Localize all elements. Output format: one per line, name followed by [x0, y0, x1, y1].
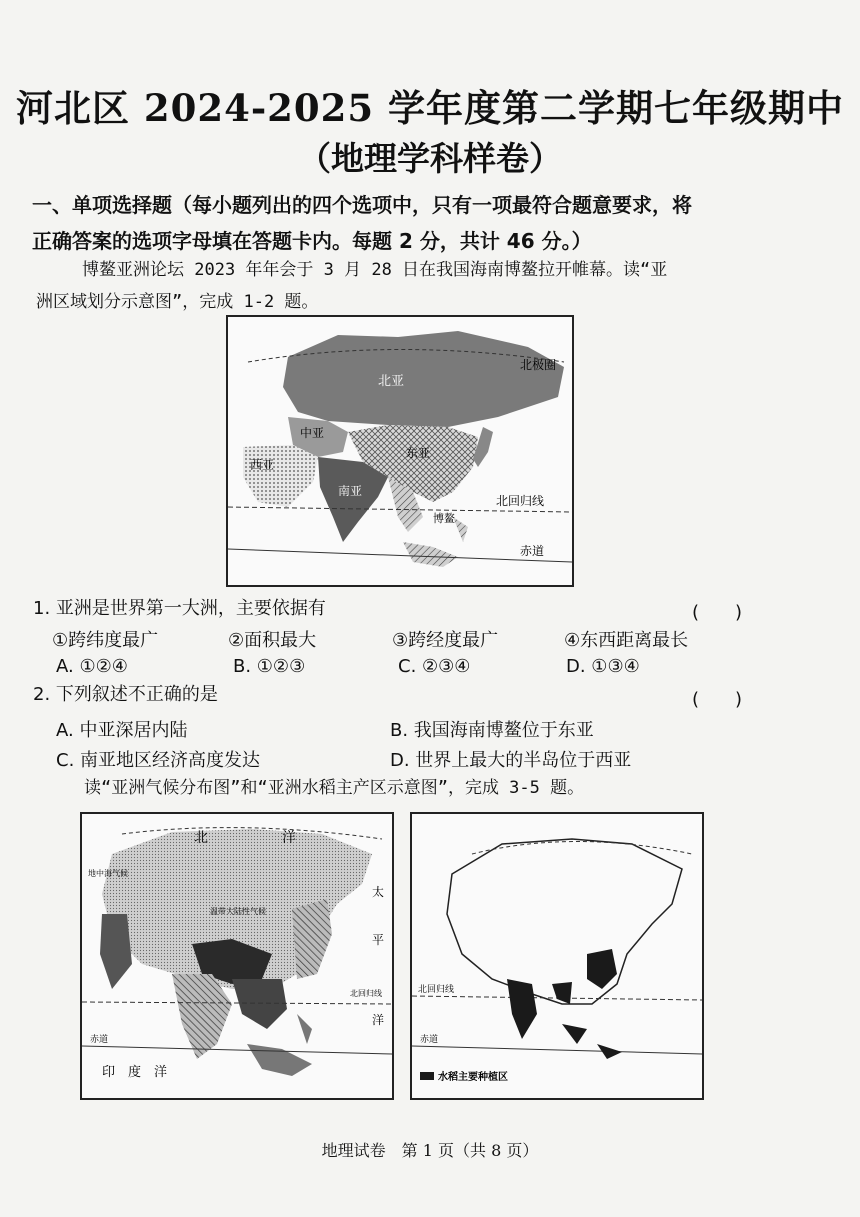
label-equator: 赤道	[420, 1035, 439, 1045]
section-heading-line2: 正确答案的选项字母填在答题卡内。每题 2 分，共计 46 分。）	[32, 229, 592, 253]
label-arctic-circle: 北极圈	[520, 358, 557, 372]
q1-option-a[interactable]: A. ①②④	[56, 656, 128, 677]
label-pacific-3: 洋	[372, 1013, 385, 1027]
label-ocean: 洋	[282, 830, 296, 846]
q1-option-b[interactable]: B. ①②③	[233, 656, 306, 677]
asia-climate-map	[80, 812, 394, 1100]
label-south-asia: 南亚	[338, 484, 363, 498]
label-indian-ocean: 印 度 洋	[102, 1065, 168, 1080]
equator-line	[412, 1046, 702, 1054]
equator-line	[82, 1046, 392, 1054]
label-pacific-1: 太	[372, 885, 385, 899]
q2-option-b[interactable]: B. 我国海南博鳌位于东亚	[390, 720, 594, 741]
legend-label: 水稻主要种植区	[438, 1072, 508, 1083]
exam-title: 河北区 2024-2025 学年度第二学期七年级期中	[15, 86, 845, 130]
label-pacific-2: 平	[372, 933, 385, 947]
section-heading-line1: 一、单项选择题（每小题列出的四个选项中，只有一项最符合题意要求，将	[32, 193, 692, 217]
q1-option-d[interactable]: D. ①③④	[566, 656, 640, 677]
label-equator: 赤道	[90, 1035, 109, 1045]
intro-paragraph-2: 读“亚洲气候分布图”和“亚洲水稻主产区示意图”，完成 3-5 题。	[84, 778, 585, 798]
page-footer: 地理试卷 第 1 页（共 8 页）	[321, 1141, 539, 1160]
section-heading	[32, 187, 832, 259]
label-north-asia: 北亚	[378, 374, 405, 389]
intro-paragraph-1	[36, 254, 826, 318]
rice-area	[507, 949, 617, 1039]
label-tropic: 北回归线	[418, 985, 455, 995]
tropic-line	[82, 1002, 392, 1004]
question-2-stem: 2. 下列叙述不正确的是	[33, 684, 218, 705]
label-east-asia: 东亚	[406, 446, 431, 460]
q2-option-c[interactable]: C. 南亚地区经济高度发达	[56, 750, 261, 771]
q1-item-2: ②面积最大	[228, 630, 317, 651]
subtropical-zone	[232, 979, 287, 1029]
q1-item-4: ④东西距离最长	[564, 630, 689, 651]
intro-line2: 洲区域划分示意图”，完成 1-2 题。	[36, 292, 319, 312]
label-equator: 赤道	[520, 544, 545, 558]
q2-option-d[interactable]: D. 世界上最大的半岛位于西亚	[390, 750, 632, 771]
label-boao: 博鳌	[433, 512, 455, 525]
monsoon-zone	[292, 899, 332, 979]
label-continental: 温带大陆性气候	[210, 907, 266, 916]
question-1-answer-blank[interactable]: ( )	[692, 602, 743, 623]
q2-option-a[interactable]: A. 中亚深居内陆	[56, 720, 188, 741]
q1-item-3: ③跨经度最广	[392, 630, 499, 651]
asia-outline	[447, 839, 682, 1004]
label-tropic: 北回归线	[496, 494, 545, 508]
exam-subtitle: （地理学科样卷）	[298, 139, 562, 178]
intro-line1: 博鳌亚洲论坛 2023 年年会于 3 月 28 日在我国海南博鳌拉开帷幕。读“亚	[82, 260, 668, 280]
north-asia-region	[283, 331, 564, 427]
label-central-asia: 中亚	[300, 426, 325, 440]
rice-area-islands	[562, 1024, 622, 1059]
label-north: 北	[194, 830, 208, 846]
west-asia-region	[243, 445, 318, 507]
asia-region-map	[226, 315, 574, 587]
q1-item-1: ①跨纬度最广	[52, 630, 159, 651]
rainforest-zone	[247, 1014, 312, 1076]
legend-swatch	[420, 1072, 434, 1080]
label-west-asia: 西亚	[250, 458, 275, 472]
q1-option-c[interactable]: C. ②③④	[398, 656, 471, 677]
question-2-answer-blank[interactable]: ( )	[692, 689, 743, 710]
label-tropic: 北回归线	[350, 989, 382, 998]
question-1-stem: 1. 亚洲是世界第一大洲，主要依据有	[33, 598, 326, 619]
mediterranean-zone	[100, 914, 132, 989]
label-mediterranean: 地中海气候	[88, 869, 128, 878]
asia-rice-map	[410, 812, 704, 1100]
